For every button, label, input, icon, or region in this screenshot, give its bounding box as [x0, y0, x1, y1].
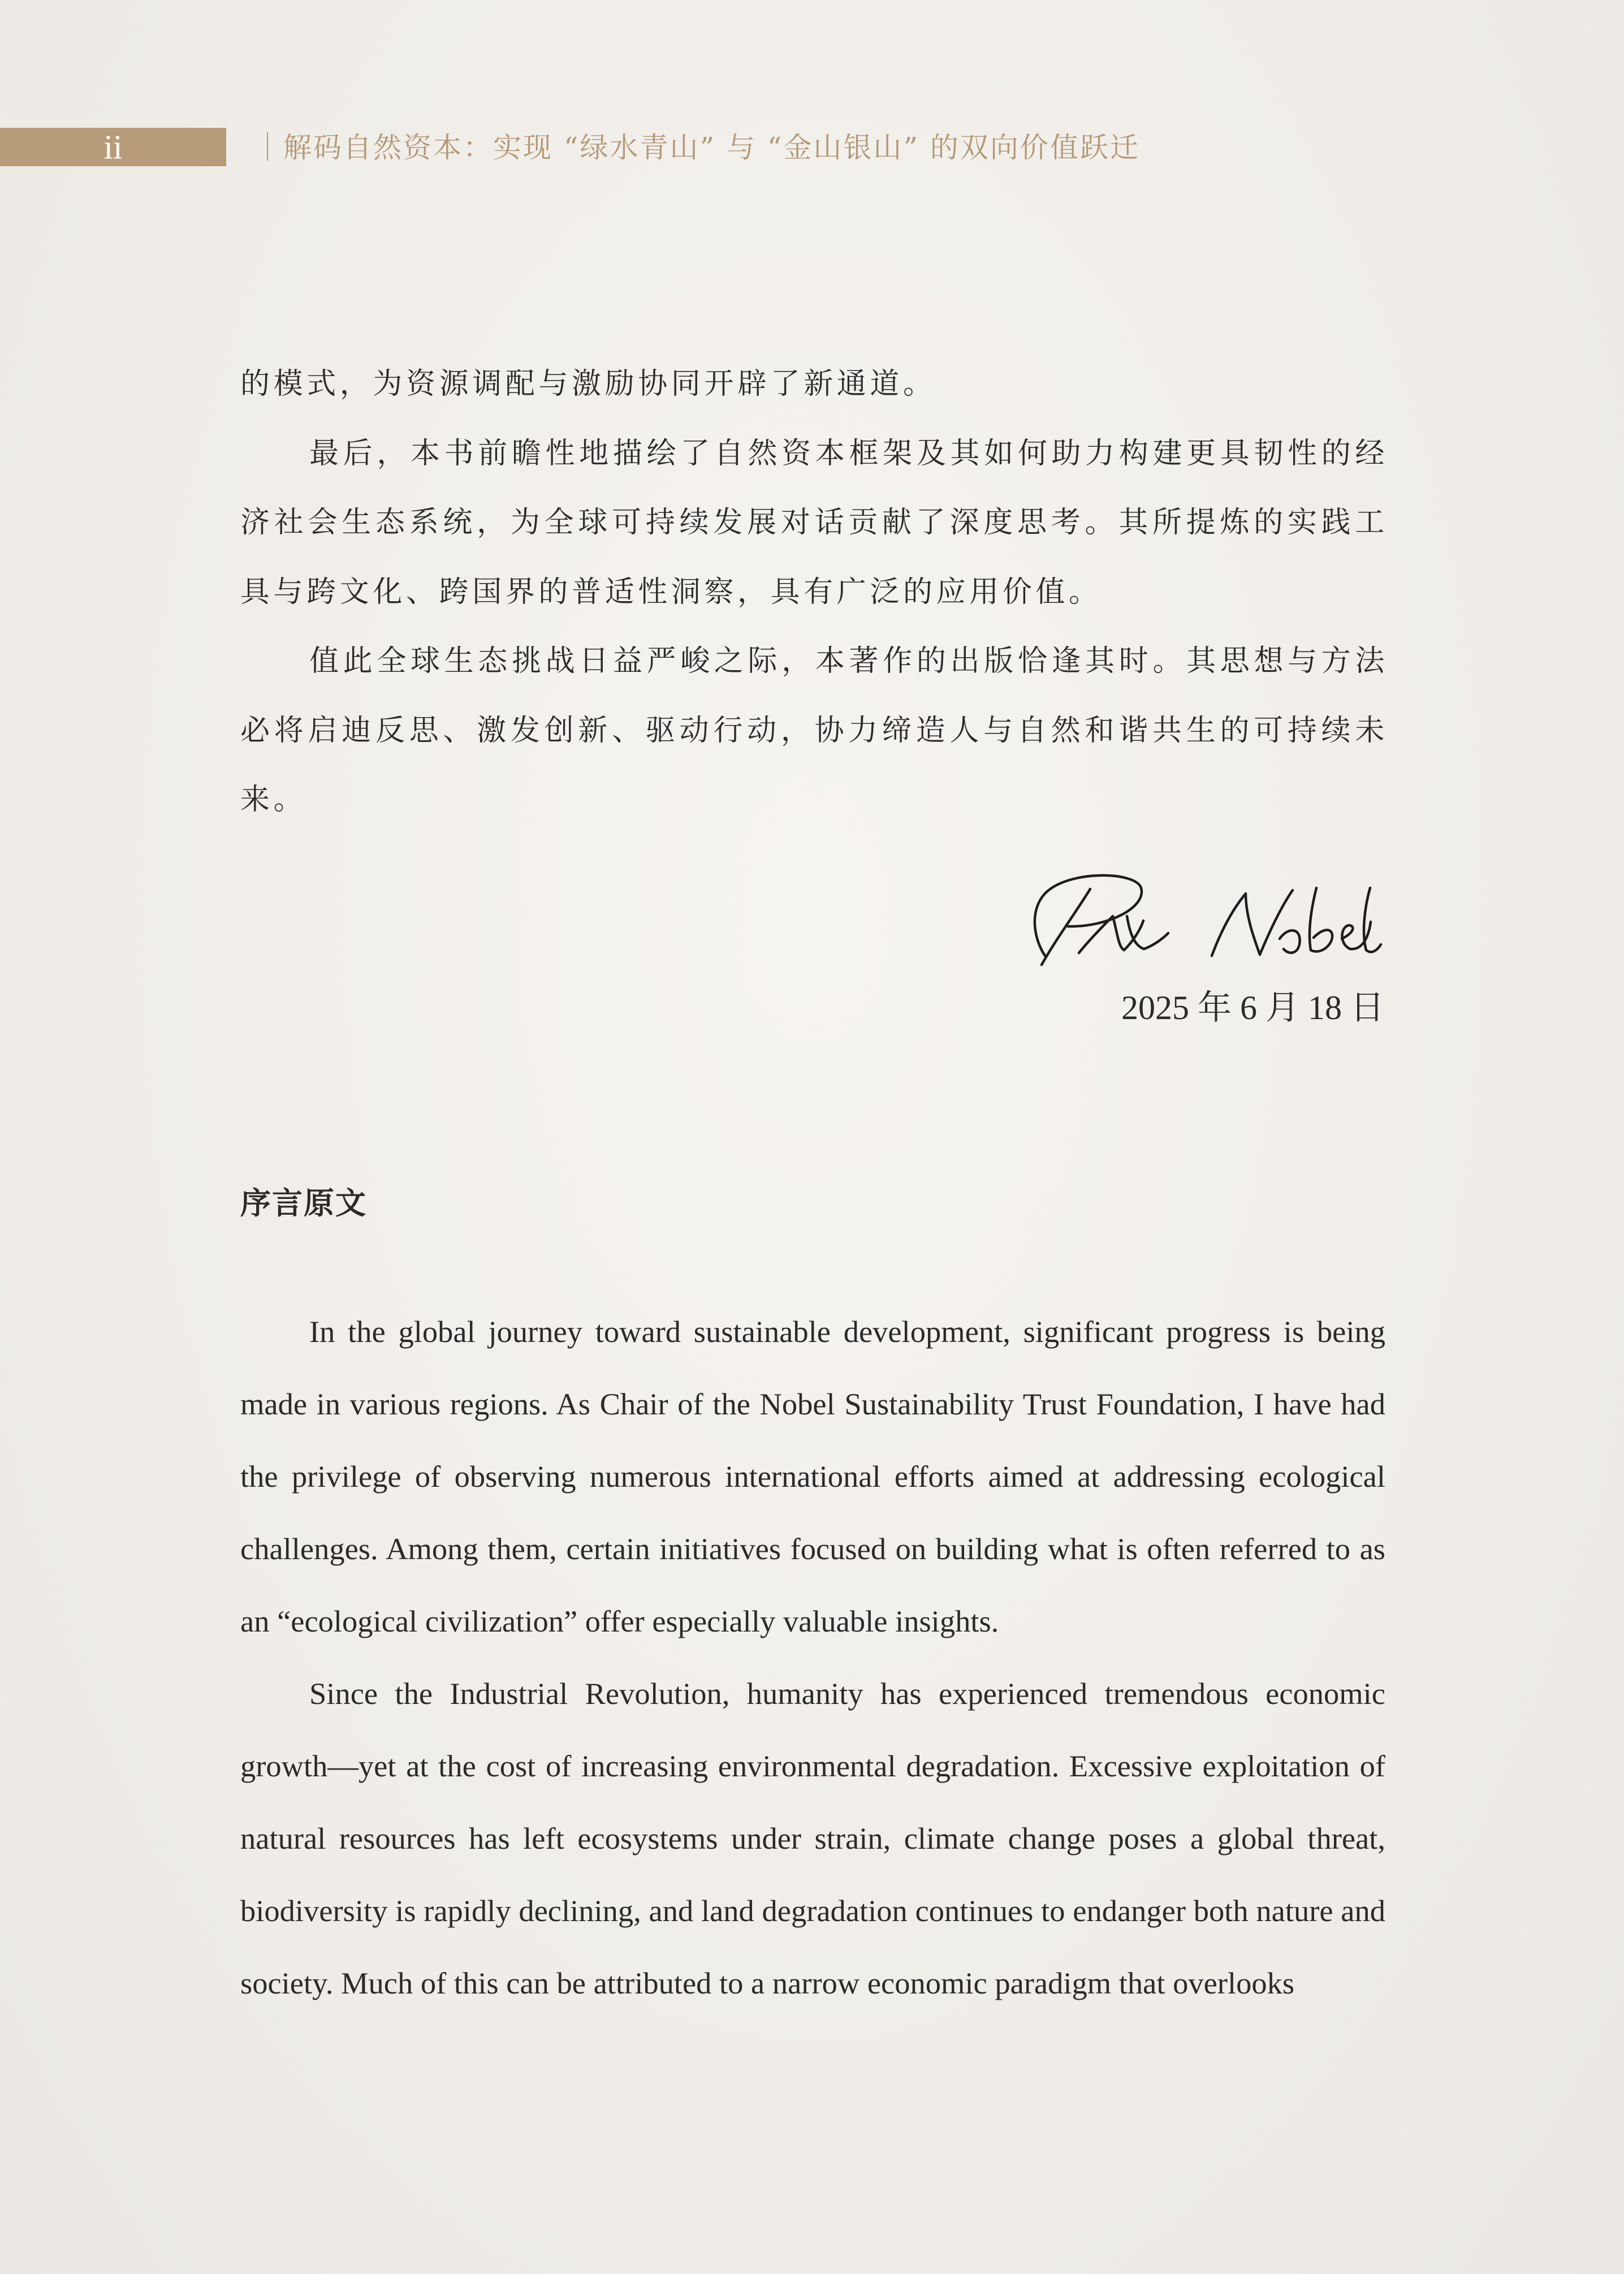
en-paragraph: Since the Industrial Revolution, humanity has experienced tremendous economic growth—yet at the cost of increasing environmental degradation. Excessive exploitation of natural resources has left ecosystems under strain, climate change poses a global threat, biodiversity is rapidly declining, and land degradation continues to endanger both nature and society. Much of this can be attributed to a narrow economic paradigm that overlooks: [240, 1676, 1385, 2000]
signing-date: 2025 年 6 月 18 日: [1121, 989, 1384, 1026]
en-paragraph: In the global journey toward sustainable development, significant progress is being made in various regions. As Chair of the Nobel Sustainability Trust Foundation, I have had the privilege of observing numerous international efforts aimed at addressing ecological challenges. Among them, certain initiatives focused on building what is often referred to as an “ecological civilization” offer especially valuable insights.: [240, 1314, 1385, 1638]
preface-chinese: [240, 349, 1388, 835]
signature-icon: [1022, 854, 1384, 978]
cn-paragraph-continued: 的模式，为资源调配与激励协同开辟了新通道。: [240, 367, 936, 401]
page-number: ii: [103, 128, 123, 166]
section-heading: 序言原文: [240, 1185, 367, 1221]
running-title: ｜解码自然资本：实现 “绿水青山” 与 “金山银山” 的双向价值跃迁: [253, 131, 1140, 164]
preface-english: [240, 1296, 1385, 2020]
cn-paragraph: 值此全球生态挑战日益严峻之际，本著作的出版恰逢其时。其思想与方法必将启迪反思、激发创新、驱动行动，协力缔造人与自然和谐共生的可持续未来。: [240, 644, 1388, 817]
cn-paragraph: 最后，本书前瞻性地描绘了自然资本框架及其如何助力构建更具韧性的经济社会生态系统，为全球可持续发展对话贡献了深度思考。其所提炼的实践工具与跨文化、跨国界的普适性洞察，具有广泛的应用价值。: [240, 436, 1388, 609]
page-number-band: [0, 128, 226, 166]
